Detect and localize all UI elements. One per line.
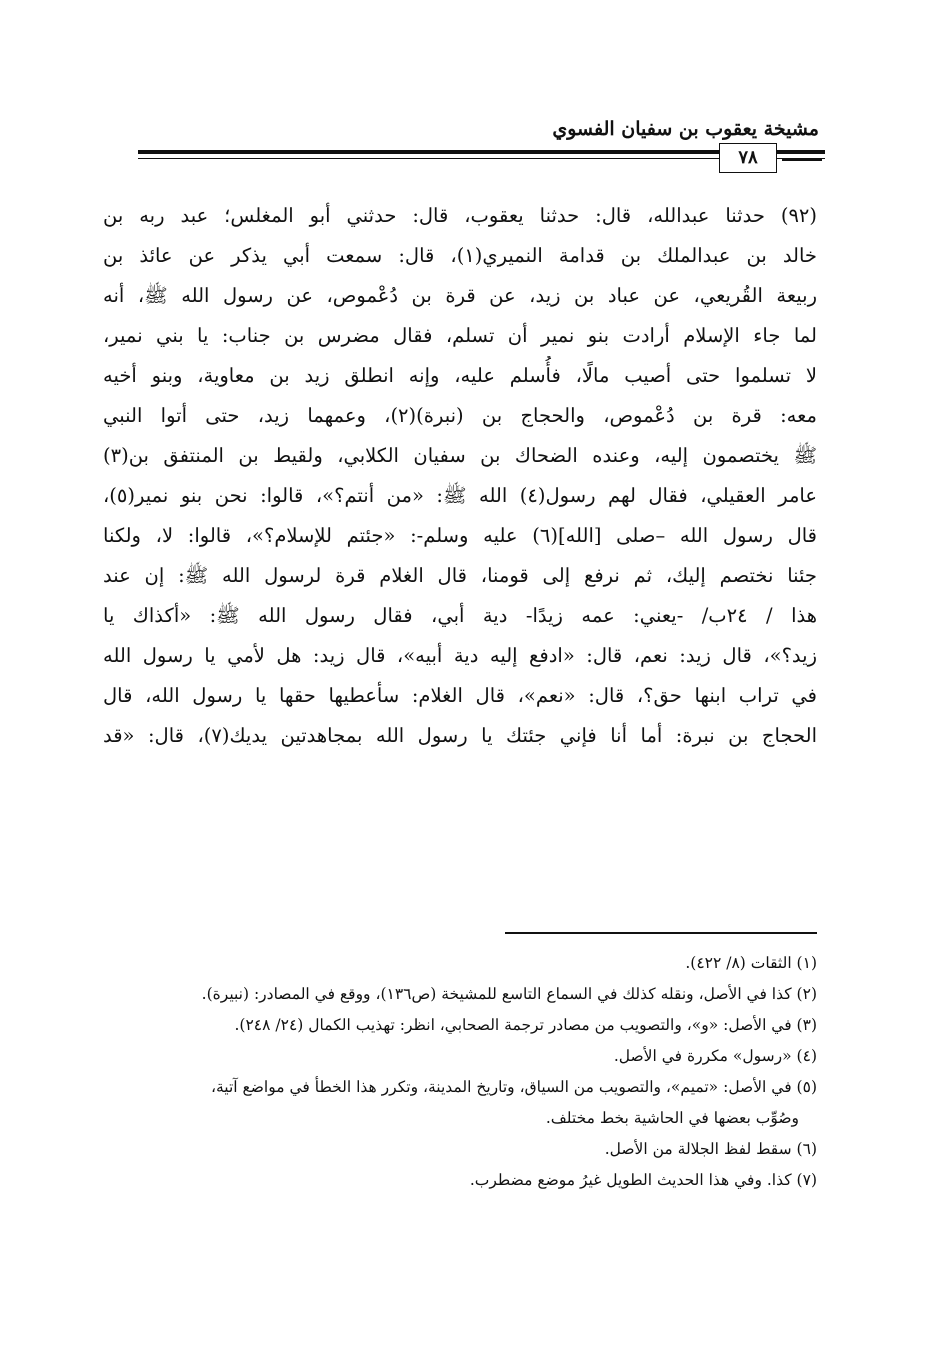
footnote: (٦) سقط لفظ الجلالة من الأصل.	[604, 1140, 817, 1158]
text-line: هذا / ٢٤ب/ -يعني: عمه زيدًا- دية أبي، فقال رسول الله ﷺ: «أكذاك يا	[103, 604, 817, 627]
page-number-rule-lower	[782, 158, 822, 161]
running-title: مشيخة يعقوب بن سفيان الفسوي	[552, 118, 819, 140]
text-line: لما جاء الإسلام أرادت بنو نمير أن تسلم، فقال مضرس بن جناب: يا بني نمير،	[103, 324, 817, 347]
text-line: (٩٢) حدثنا عبدالله، قال: حدثنا يعقوب، قال: حدثني أبو المغلس؛ عبد ربه بن	[103, 204, 817, 227]
text-line: لا تسلموا حتى أصيب مالًا، فأُسلم عليه، وإنه انطلق زيد بن معاوية، وبنو أخيه	[103, 364, 817, 387]
text-line: خالد بن عبدالملك بن قدامة النميري(١)، قال: سمعت أبي يذكر عن عائذ بن	[103, 244, 817, 267]
text-line: معه: قرة بن دُعْموص، والحجاج بن (نبرة)(٢)، وعمهما زيد، حتى أتوا النبي	[103, 404, 817, 427]
footnote-separator	[505, 932, 817, 934]
footnote: (٤) «رسول» مكررة في الأصل.	[613, 1047, 817, 1065]
text-line: ربيعة القُريعي، عن عباد بن زيد، عن قرة بن دُعْموص، عن رسول الله ﷺ، أنه	[103, 284, 817, 307]
footnote: (٧) كذا. وفي هذا الحديث الطويل غيرُ موضع مضطرب.	[469, 1171, 817, 1189]
text-line: قال رسول الله –صلى [الله](٦) عليه وسلم-: «جئتم للإسلام؟»، قالوا: لا، ولكنا	[103, 524, 817, 547]
footnote: (٢) كذا في الأصل، ونقله كذلك في السماع التاسع للمشيخة (ص١٣٦)، ووقع في المصادر: (نبيرة).	[201, 985, 817, 1003]
footnote: (٥) في الأصل: «تميم»، والتصويب من السياق، وتاريخ المدينة، وتكرر هذا الخطأ في مواضع آتية،	[210, 1078, 817, 1096]
text-line: جئنا نختصم إليك، ثم نرفع إلى قومنا، قال الغلام قرة لرسول الله ﷺ: إن عند	[103, 564, 817, 587]
main-text	[103, 196, 817, 756]
text-line: زيد؟»، قال زيد: نعم، قال: «ادفع إليه دية أبيه»، قال زيد: هل لأمي يا رسول الله	[103, 644, 817, 667]
footnotes	[103, 948, 817, 1196]
page-number: ٧٨	[719, 143, 777, 173]
text-line: الحجاج بن نبرة: أما أنا فإني جئتك يا رسول الله بمجاهدتين يديك(٧)، قال: «قد	[103, 724, 817, 747]
page-number-rule-upper	[782, 150, 822, 153]
text-line: ﷺ يختصمون إليه، وعنده الضحاك بن سفيان الكلابي، ولقيط بن المنتفق بن(٣)	[103, 444, 817, 467]
text-line: عامر العقيلي، فقال لهم رسول(٤) الله ﷺ: «من أنتم؟»، قالوا: نحن بنو نمير(٥)،	[103, 484, 817, 507]
footnote: (١) الثقات (٨/ ٤٢٢).	[685, 954, 817, 972]
footnote: (٣) في الأصل: «و»، والتصويب من مصادر ترجمة الصحابي، انظر: تهذيب الكمال (٢٤/ ٢٤٨).	[234, 1016, 817, 1034]
text-line: في تراب ابنها حق؟، قال: «نعم»، قال الغلام: سأعطيها حقها يا رسول الله، قال	[103, 684, 817, 707]
footnote-continuation: وصُوِّب بعضها في الحاشية بخط مختلف.	[545, 1109, 799, 1127]
